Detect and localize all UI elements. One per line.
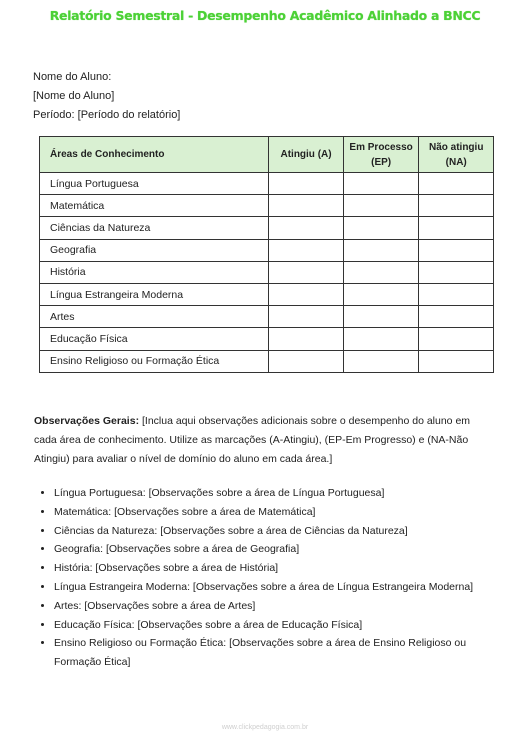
cell-nao-atingiu[interactable]: [419, 283, 494, 305]
student-name-label: Nome do Aluno:: [33, 71, 112, 83]
cell-atingiu[interactable]: [269, 261, 344, 283]
col-header-nao-atingiu-line2: (NA): [445, 156, 467, 168]
cell-atingiu[interactable]: [269, 239, 344, 261]
table-row: [40, 261, 494, 283]
cell-atingiu[interactable]: [269, 217, 344, 239]
cell-em-processo[interactable]: [343, 350, 419, 372]
cell-em-processo[interactable]: [343, 239, 419, 261]
table-row: [40, 217, 494, 239]
cell-em-processo[interactable]: [343, 217, 419, 239]
document-title: Relatório Semestral - Desempenho Acadêmico Alinhado a BNCC: [49, 8, 481, 23]
list-item: • Ensino Religioso ou Formação Ética: [Observações sobre a área de Ensino Religioso ou Formação Ética]: [54, 634, 514, 672]
col-header-atingiu: Atingiu (A): [269, 137, 344, 173]
area-name: História: [40, 261, 269, 283]
table-row: [40, 306, 494, 328]
area-name: Língua Estrangeira Moderna: [40, 283, 269, 305]
list-item: • Artes: [Observações sobre a área de Artes]: [54, 597, 514, 616]
cell-atingiu[interactable]: [269, 195, 344, 217]
area-name: Geografia: [40, 239, 269, 261]
cell-nao-atingiu[interactable]: [419, 261, 494, 283]
cell-em-processo[interactable]: [343, 173, 419, 195]
area-name: Artes: [40, 306, 269, 328]
cell-nao-atingiu[interactable]: [419, 217, 494, 239]
table-row: [40, 283, 494, 305]
area-name: Educação Física: [40, 328, 269, 350]
observations-list: [34, 484, 514, 672]
cell-em-processo[interactable]: [343, 328, 419, 350]
col-header-nao-atingiu: [419, 137, 494, 173]
area-name: Ensino Religioso ou Formação Ética: [40, 350, 269, 372]
cell-em-processo[interactable]: [343, 283, 419, 305]
table-row: [40, 328, 494, 350]
observations-label: Observações Gerais:: [34, 415, 140, 427]
cell-atingiu[interactable]: [269, 350, 344, 372]
cell-nao-atingiu[interactable]: [419, 350, 494, 372]
col-header-em-processo: [343, 137, 419, 173]
cell-atingiu[interactable]: [269, 283, 344, 305]
list-item: • Língua Portuguesa: [Observações sobre a área de Língua Portuguesa]: [54, 484, 514, 503]
cell-em-processo[interactable]: [343, 306, 419, 328]
area-name: Ciências da Natureza: [40, 217, 269, 239]
table-row: [40, 195, 494, 217]
grades-table: [39, 136, 494, 373]
cell-nao-atingiu[interactable]: [419, 239, 494, 261]
cell-nao-atingiu[interactable]: [419, 173, 494, 195]
general-observations: [34, 412, 484, 469]
table-row: [40, 350, 494, 372]
list-item: • Ciências da Natureza: [Observações sobre a área de Ciências da Natureza]: [54, 522, 514, 541]
cell-nao-atingiu[interactable]: [419, 195, 494, 217]
area-name: Língua Portuguesa: [40, 173, 269, 195]
list-item: • Matemática: [Observações sobre a área de Matemática]: [54, 503, 514, 522]
observations-text: [Inclua aqui observações adicionais sobre o desempenho do aluno em cada área de conhecimento. Utilize as marcações (A-Atingiu), (EP-Em Progresso) e (NA-Não Atingiu) para avaliar o nível de domínio do aluno em cada área.]: [34, 415, 471, 465]
student-name-value: [Nome do Aluno]: [33, 90, 115, 102]
table-row: [40, 239, 494, 261]
cell-em-processo[interactable]: [343, 195, 419, 217]
list-item: • Educação Física: [Observações sobre a área de Educação Física]: [54, 616, 514, 635]
col-header-area: Áreas de Conhecimento: [40, 137, 269, 173]
table-header-row: [40, 137, 494, 173]
table-row: [40, 173, 494, 195]
col-header-em-processo-line1: Em Processo: [349, 141, 413, 153]
cell-em-processo[interactable]: [343, 261, 419, 283]
col-header-em-processo-line2: (EP): [371, 156, 392, 168]
cell-atingiu[interactable]: [269, 306, 344, 328]
cell-atingiu[interactable]: [269, 328, 344, 350]
col-header-nao-atingiu-line1: Não atingiu: [428, 141, 484, 153]
list-item: • Geografia: [Observações sobre a área de Geografia]: [54, 540, 514, 559]
report-period: Período: [Período do relatório]: [33, 109, 181, 121]
list-item: • Língua Estrangeira Moderna: [Observações sobre a área de Língua Estrangeira Moderna]: [54, 578, 514, 597]
area-name: Matemática: [40, 195, 269, 217]
cell-nao-atingiu[interactable]: [419, 328, 494, 350]
footer-watermark: www.clickpedagogia.com.br: [221, 724, 309, 731]
cell-nao-atingiu[interactable]: [419, 306, 494, 328]
cell-atingiu[interactable]: [269, 173, 344, 195]
list-item: • História: [Observações sobre a área de História]: [54, 559, 514, 578]
